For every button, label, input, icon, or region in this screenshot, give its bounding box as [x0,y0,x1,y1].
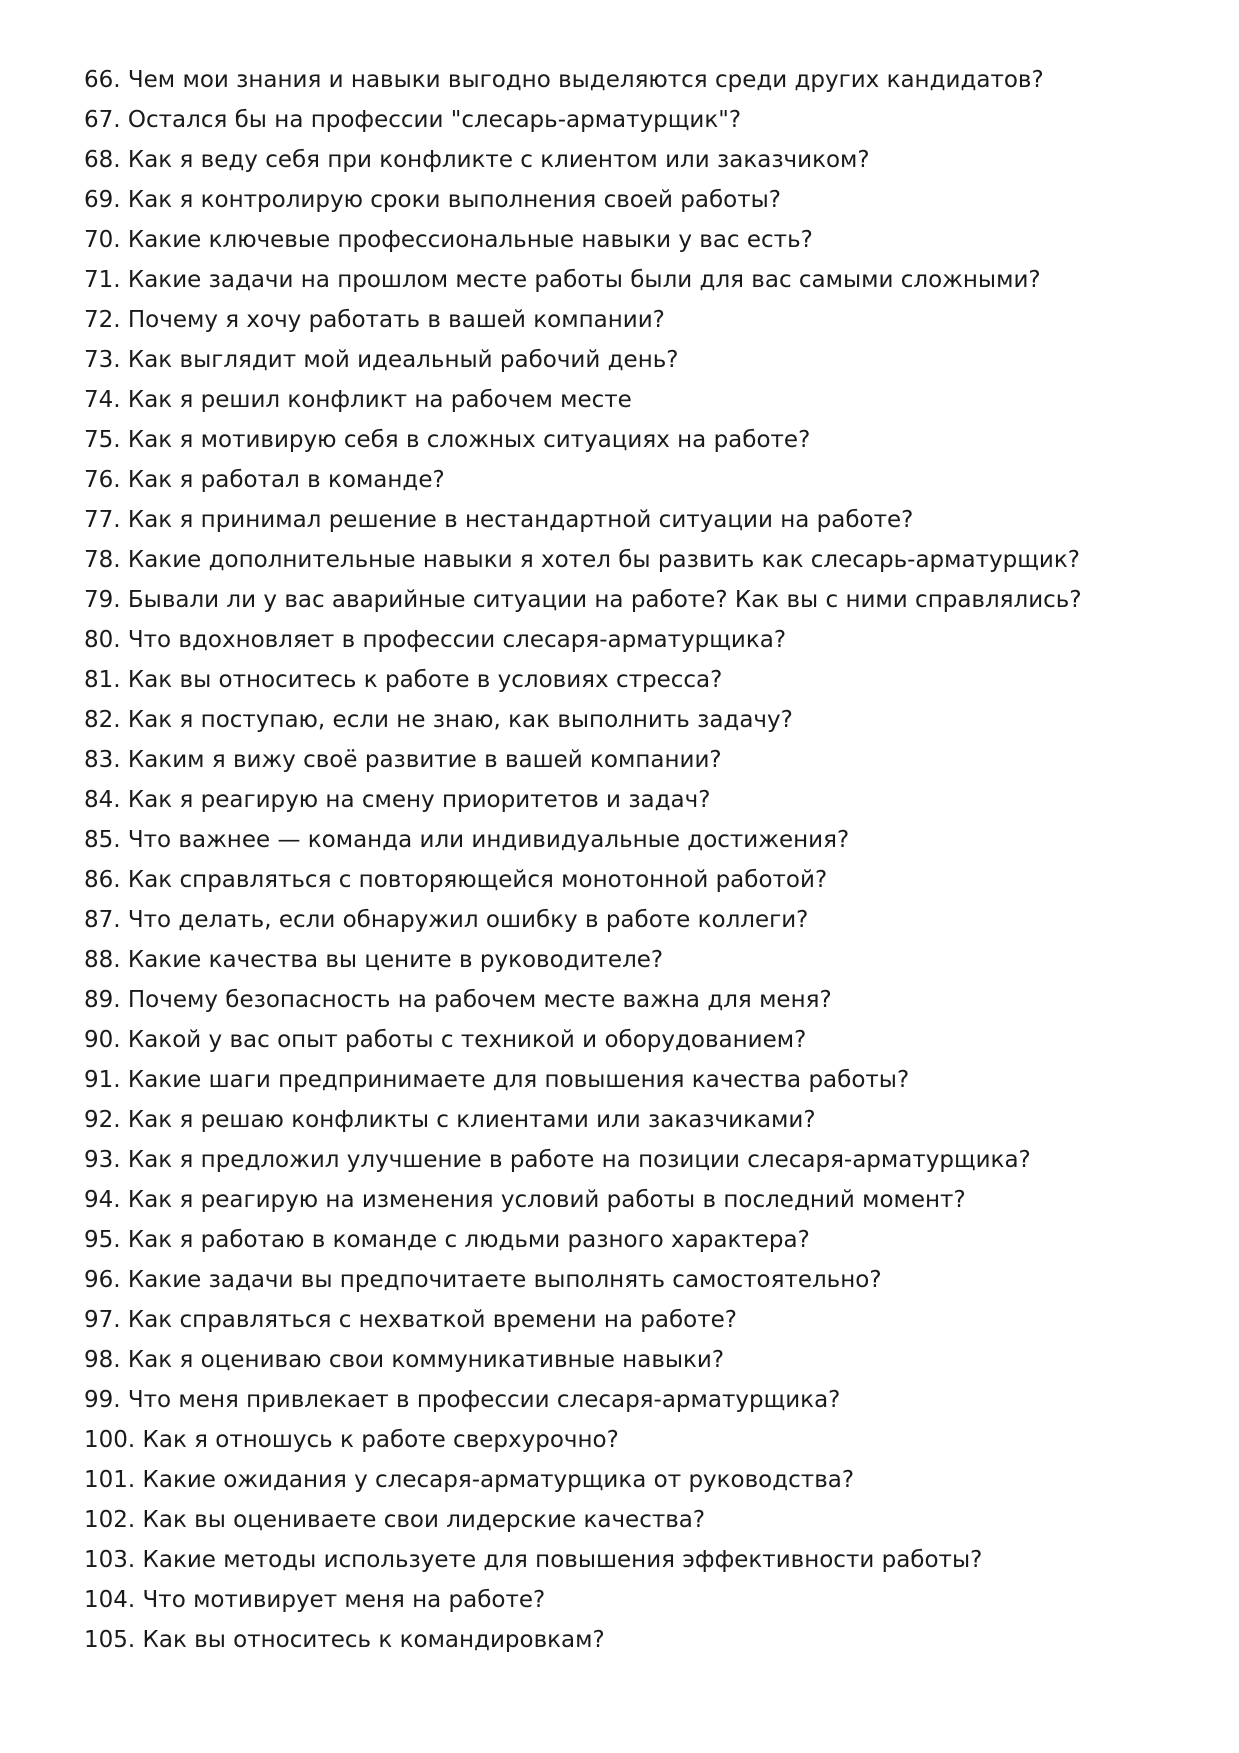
question-item: 103. Какие методы используете для повышения эффективности работы? [84,1547,983,1573]
question-item: 105. Как вы относитесь к командировкам? [84,1627,605,1653]
question-item: 71. Какие задачи на прошлом месте работы были для вас самыми сложными? [84,267,1041,293]
question-item: 85. Что важнее — команда или индивидуальные достижения? [84,827,850,853]
question-item: 70. Какие ключевые профессиональные навыки у вас есть? [84,227,813,253]
question-item: 72. Почему я хочу работать в вашей компании? [84,307,665,333]
question-item: 88. Какие качества вы цените в руководителе? [84,947,664,973]
question-item: 96. Какие задачи вы предпочитаете выполнять самостоятельно? [84,1267,882,1293]
question-item: 98. Как я оцениваю свои коммуникативные навыки? [84,1347,725,1373]
question-item: 74. Как я решил конфликт на рабочем месте [84,387,632,413]
question-item: 75. Как я мотивирую себя в сложных ситуациях на работе? [84,427,811,453]
question-item: 104. Что мотивирует меня на работе? [84,1587,546,1613]
question-item: 69. Как я контролирую сроки выполнения своей работы? [84,187,781,213]
question-item: 94. Как я реагирую на изменения условий работы в последний момент? [84,1187,966,1213]
question-item: 79. Бывали ли у вас аварийные ситуации на работе? Как вы с ними справлялись? [84,587,1082,613]
question-item: 73. Как выглядит мой идеальный рабочий день? [84,347,679,373]
question-item: 87. Что делать, если обнаружил ошибку в работе коллеги? [84,907,809,933]
question-item: 84. Как я реагирую на смену приоритетов и задач? [84,787,711,813]
question-item: 83. Каким я вижу своё развитие в вашей компании? [84,747,722,773]
question-item: 86. Как справляться с повторяющейся монотонной работой? [84,867,828,893]
question-item: 77. Как я принимал решение в нестандартной ситуации на работе? [84,507,914,533]
question-item: 81. Как вы относитесь к работе в условиях стресса? [84,667,723,693]
question-item: 93. Как я предложил улучшение в работе на позиции слесаря-арматурщика? [84,1147,1031,1173]
question-item: 91. Какие шаги предпринимаете для повышения качества работы? [84,1067,910,1093]
question-item: 95. Как я работаю в команде с людьми разного характера? [84,1227,810,1253]
question-item: 92. Как я решаю конфликты с клиентами или заказчиками? [84,1107,816,1133]
question-item: 89. Почему безопасность на рабочем месте важна для меня? [84,987,832,1013]
question-item: 67. Остался бы на профессии "слесарь-арматурщик"? [84,107,742,133]
question-item: 100. Как я отношусь к работе сверхурочно? [84,1427,619,1453]
question-item: 78. Какие дополнительные навыки я хотел бы развить как слесарь-арматурщик? [84,547,1080,573]
question-item: 68. Как я веду себя при конфликте с клиентом или заказчиком? [84,147,870,173]
question-item: 101. Какие ожидания у слесаря-арматурщика от руководства? [84,1467,855,1493]
question-item: 66. Чем мои знания и навыки выгодно выделяются среди других кандидатов? [84,67,1044,93]
question-item: 102. Как вы оцениваете свои лидерские качества? [84,1507,706,1533]
question-item: 76. Как я работал в команде? [84,467,445,493]
question-item: 80. Что вдохновляет в профессии слесаря-арматурщика? [84,627,787,653]
question-item: 99. Что меня привлекает в профессии слесаря-арматурщика? [84,1387,841,1413]
question-list [84,60,1184,1660]
question-item: 82. Как я поступаю, если не знаю, как выполнить задачу? [84,707,793,733]
question-item: 97. Как справляться с нехваткой времени на работе? [84,1307,738,1333]
question-item: 90. Какой у вас опыт работы с техникой и оборудованием? [84,1027,807,1053]
